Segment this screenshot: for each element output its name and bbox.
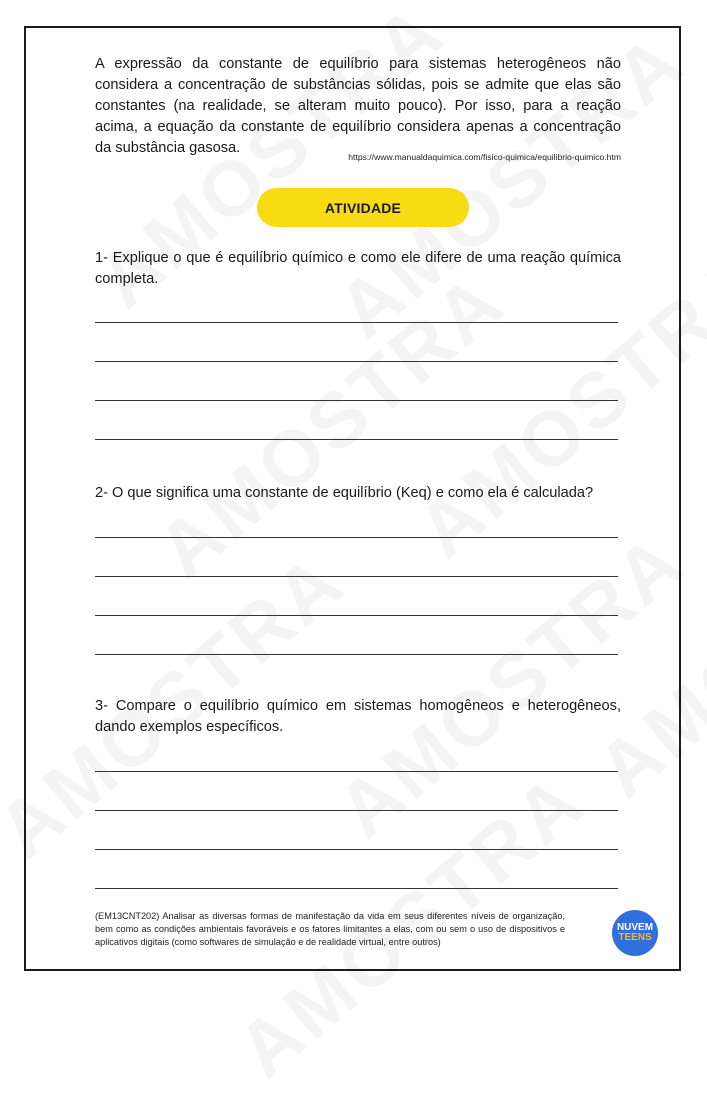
answer-line[interactable] [95,537,618,538]
activity-header [257,188,469,227]
logo-line-1: NUVEM [616,922,654,933]
activity-label: ATIVIDADE [324,199,402,216]
source-link[interactable]: https://www.manualdaquimica.com/fisico-quimica/equilibrio-quimico.htm [348,152,621,162]
answer-line[interactable] [95,771,618,772]
answer-line[interactable] [95,810,618,811]
answer-line[interactable] [95,888,618,889]
question-1: 1- Explique o que é equilíbrio químico e como ele difere de uma reação química completa. [95,250,621,287]
answer-line[interactable] [95,849,618,850]
answer-line[interactable] [95,361,618,362]
nuvem-teens-logo [612,910,658,956]
answer-line[interactable] [95,322,618,323]
answer-line[interactable] [95,654,618,655]
answer-line[interactable] [95,439,618,440]
question-3: 3- Compare o equilíbrio químico em sistemas homogêneos e heterogêneos, dando exemplos específicos. [95,698,621,735]
logo-line-2: TEENS [618,932,652,943]
answer-line[interactable] [95,615,618,616]
intro-paragraph: A expressão da constante de equilíbrio para sistemas heterogêneos não considera a concentração de substâncias sólidas, pois se admite que elas são constantes (na realidade, se alteram muito pouco). Por isso, para a reação acima, a equação da constante de equilíbrio considera apenas a concentração da substância gasosa. [95,56,621,156]
answer-line[interactable] [95,400,618,401]
question-2: 2- O que significa uma constante de equilíbrio (Keq) e como ela é calculada? [95,485,594,501]
answer-line[interactable] [95,576,618,577]
bncc-skill-text: (EM13CNT202) Analisar as diversas formas de manifestação da vida em seus diferentes níveis de organização, bem como as condições ambientais favoráveis e os fatores limitantes a elas, com ou sem o uso de dispositivos e aplicativos digitais (como softwares de simulação e de realidade virtual, entre outros) [95,911,565,947]
